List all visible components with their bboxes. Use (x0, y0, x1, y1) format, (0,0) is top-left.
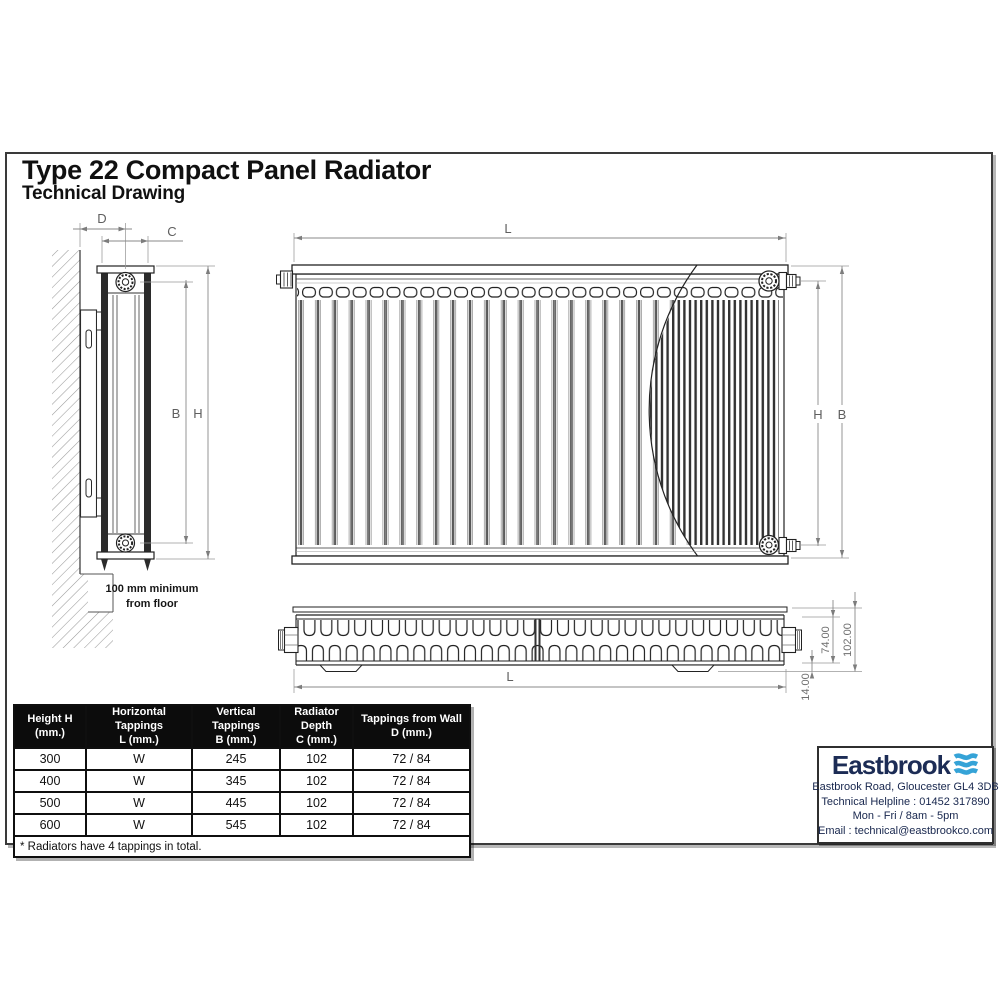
wall-bracket (81, 310, 103, 517)
brand-helpline: Technical Helpline : 01452 317890 (821, 795, 990, 808)
brand-address: Eastbrook Road, Gloucester GL4 3DB (812, 781, 999, 793)
brand-email: Email : technical@eastbrookco.com (817, 824, 994, 837)
page-title: Type 22 Compact Panel Radiator (22, 155, 432, 185)
dim-label-14: 14.00 (800, 673, 812, 701)
front-view (277, 265, 801, 564)
side-view (52, 250, 199, 648)
table-row: 400 W 345 102 72 / 84 (14, 770, 470, 792)
floor-note-line1: 100 mm minimum (105, 583, 199, 595)
table-footnote-row (14, 836, 470, 857)
front-panel-channels (297, 300, 701, 545)
dim-label-102: 102.00 (842, 623, 854, 657)
brand-hours: Mon - Fri / 8am - 5pm (852, 810, 959, 822)
page-subtitle: Technical Drawing (22, 183, 186, 205)
right-boss (782, 628, 802, 653)
waves-icon (953, 753, 979, 777)
dim-label-74: 74.00 (820, 626, 832, 654)
brand-box (812, 746, 999, 844)
col-header-height: Height H (mm.) (14, 705, 86, 748)
bracket-foot-right (672, 665, 714, 672)
dim-label-b-front: B (837, 407, 847, 422)
center-divider (535, 619, 537, 661)
side-top-tapping (116, 273, 135, 292)
brand-name: Eastbrook (831, 749, 951, 780)
dim-label-d: D (97, 211, 107, 226)
col-header-tappings-from-wall: Tappings from Wall D (mm.) (353, 705, 470, 748)
table-row: 600 W 545 102 72 / 84 (14, 814, 470, 836)
bracket-foot-left (320, 665, 362, 672)
table-row: 300 W 245 102 72 / 84 (14, 748, 470, 770)
left-plug (277, 271, 293, 288)
bottom-view (279, 607, 802, 672)
dim-label-l-front: L (504, 221, 512, 236)
dim-label-h-side: H (193, 406, 203, 421)
table-header-row (14, 705, 470, 748)
col-header-radiator-depth: Radiator Depth C (mm.) (280, 705, 353, 748)
col-header-vertical-tappings: Vertical Tappings B (mm.) (192, 705, 280, 748)
left-boss (279, 628, 299, 653)
table-footnote: * Radiators have 4 tappings in total. (14, 836, 470, 857)
col-header-horizontal-tappings: Horizontal Tappings L (mm.) (86, 705, 192, 748)
dim-label-l-bottom: L (506, 669, 514, 684)
dim-label-c: C (167, 224, 177, 239)
top-right-valve (759, 271, 800, 291)
table-row: 500 W 445 102 72 / 84 (14, 792, 470, 814)
dim-label-b-side: B (171, 406, 181, 421)
dimensions-table (13, 704, 471, 858)
side-bottom-tapping (117, 534, 135, 552)
bottom-right-valve (760, 536, 801, 555)
brand-logo (832, 750, 979, 780)
dim-label-h-front: H (813, 407, 823, 422)
top-grille-slots (297, 285, 783, 300)
floor-note-line2: from floor (126, 598, 178, 610)
